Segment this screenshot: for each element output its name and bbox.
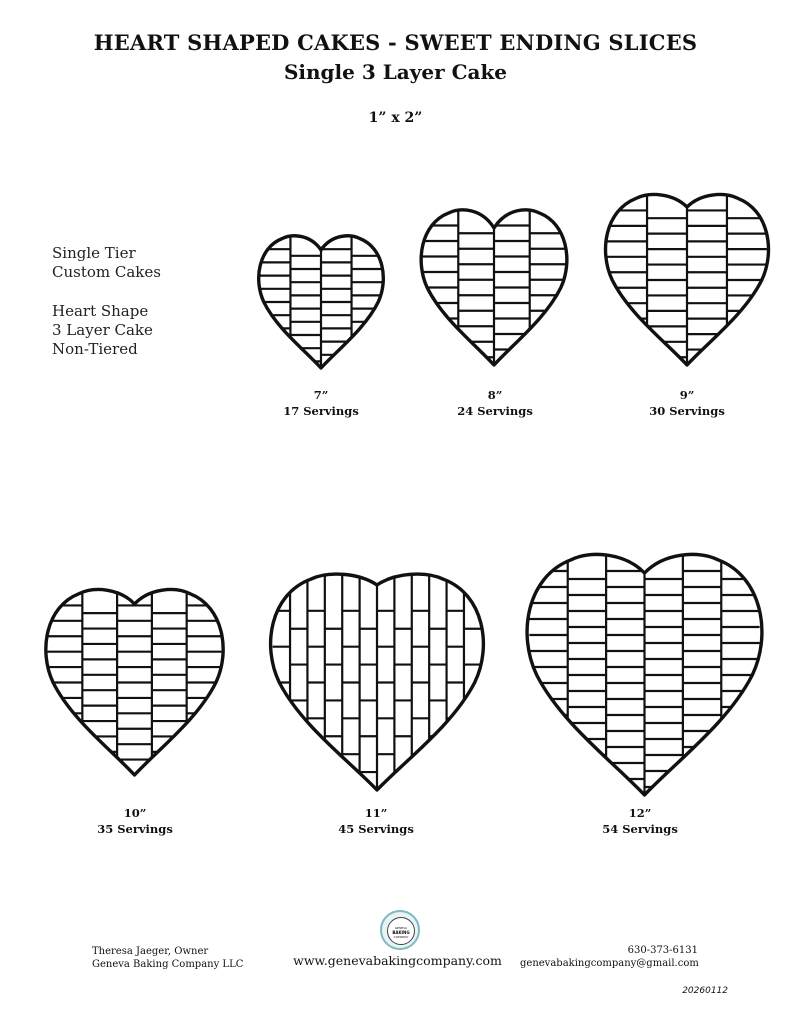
geneva-baking-logo: [380, 910, 420, 950]
cake-size: 7”: [313, 388, 329, 402]
cake-servings: 45 Servings: [338, 822, 414, 836]
cake-servings: 54 Servings: [602, 822, 678, 836]
cake-caption-11: [296, 805, 456, 837]
cake-caption-9: [607, 387, 767, 419]
slice-grid: [273, 575, 482, 790]
heart-cake-9-icon: [602, 195, 772, 365]
slice-grid: [607, 195, 767, 365]
page-subtitle: Single 3 Layer Cake: [283, 60, 508, 84]
logo-text-mid: BAKING: [392, 930, 410, 935]
footer-contact-left: [92, 945, 243, 971]
side-line-1: Single Tier: [52, 244, 136, 262]
slice-grid: [48, 590, 222, 775]
side-line-2: Custom Cakes: [52, 263, 161, 281]
slice-grid: [260, 236, 382, 368]
heart-cake-7-icon: [256, 236, 386, 368]
logo-text-bottom: COMPANY: [393, 935, 409, 939]
cake-servings: 30 Servings: [649, 404, 725, 418]
cake-caption-8: [415, 387, 575, 419]
cake-size: 11”: [364, 806, 388, 820]
heart-cake-8-icon: [418, 210, 570, 365]
cake-caption-10: [55, 805, 215, 837]
side-line-5: Non-Tiered: [52, 340, 138, 358]
logo-text-top: GENEVA: [394, 926, 408, 930]
heart-cake-10-icon: [42, 590, 227, 775]
side-line-3: Heart Shape: [52, 302, 149, 320]
cake-caption-7: [241, 387, 401, 419]
slice-size: 1” x 2”: [368, 110, 423, 126]
cake-size: 12”: [628, 806, 652, 820]
page-title: HEART SHAPED CAKES - SWEET ENDING SLICES: [93, 30, 698, 55]
phone-number: 630-373-6131: [627, 945, 698, 956]
owner-name: Theresa Jaeger, Owner: [92, 946, 209, 957]
slice-grid: [423, 210, 566, 365]
cake-servings: 35 Servings: [97, 822, 173, 836]
document-code: 20260112: [682, 986, 728, 996]
side-line-4: 3 Layer Cake: [52, 321, 153, 339]
website-link[interactable]: www.genevabakingcompany.com: [293, 953, 502, 968]
cake-servings: 24 Servings: [457, 404, 533, 418]
heart-cake-12-icon: [522, 555, 767, 795]
slice-grid: [529, 555, 759, 795]
cake-size: 8”: [487, 388, 503, 402]
heart-cake-11-icon: [266, 575, 488, 790]
email-link[interactable]: genevabakingcompany@gmail.com: [520, 958, 699, 969]
company-name: Geneva Baking Company LLC: [92, 959, 244, 970]
cake-size: 10”: [123, 806, 147, 820]
cake-caption-12: [560, 805, 720, 837]
footer-contact-right: [520, 944, 698, 970]
cake-size: 9”: [679, 388, 695, 402]
cake-servings: 17 Servings: [283, 404, 359, 418]
